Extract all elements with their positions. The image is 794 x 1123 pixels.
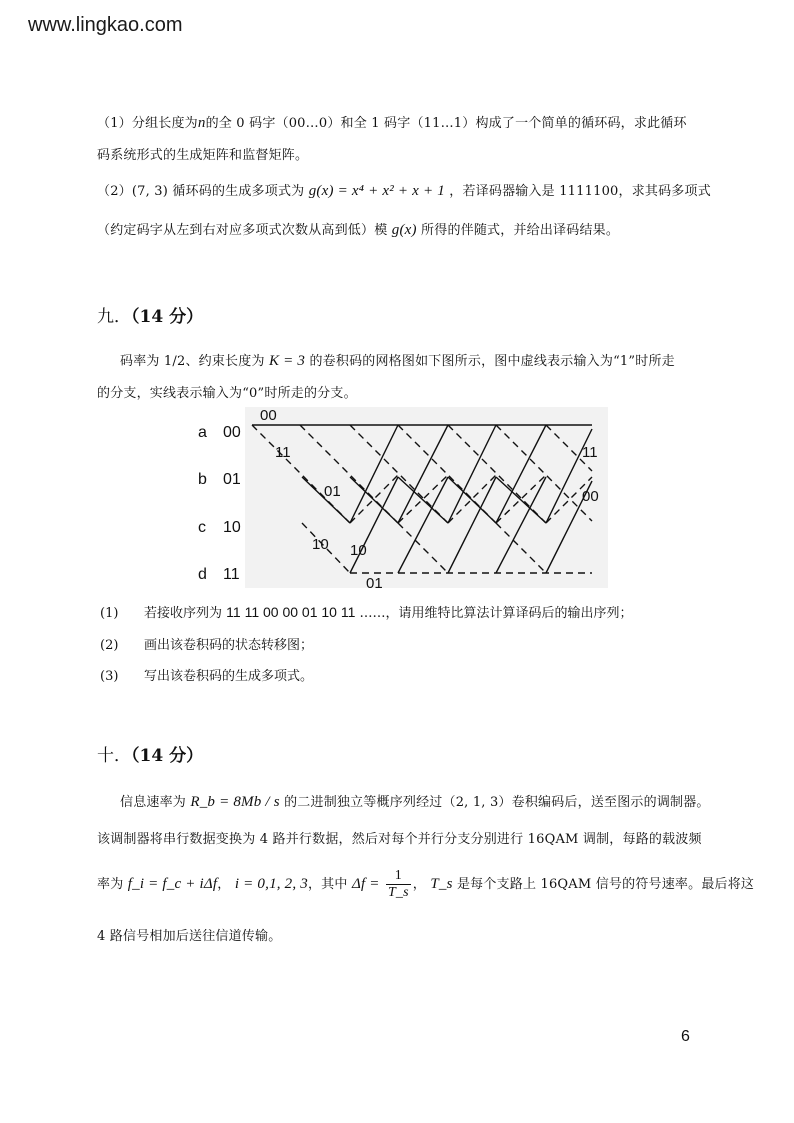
label-10-lower2: 10 — [350, 542, 367, 559]
label-10-lower: 10 — [312, 536, 329, 553]
s10-line3: 率为 f_i = f_c + iΔf， i = 0,1, 2, 3，其中 Δf = $\frac{1}{T\_s}$ ， T_s 是每个支路上 16QAM 信号的符号速率。最后将这 — [97, 868, 755, 900]
s10-line2: 该调制器将串行数据变换为 4 路并行数据，然后对每个并行分支分别进行 16QAM 调制，每路的载波频 — [97, 832, 702, 847]
state-labels — [198, 424, 241, 583]
generator-polynomial: g(x) = x⁴ + x² + x + 1 — [308, 183, 445, 199]
label-11-right: 11 — [582, 444, 598, 461]
section-10-heading: 十．（14 分） — [97, 746, 204, 766]
state-c-name: c — [198, 519, 206, 536]
label-01-middle: 01 — [324, 483, 341, 500]
label-01-bottom: 01 — [366, 575, 383, 590]
s9-question-1: (1) 若接收序列为 11 11 00 00 01 10 11 ……，请用维特比算法计算译码后的输出序列； — [100, 604, 633, 621]
state-c-bits: 10 — [223, 519, 241, 536]
s8-q1-line2: 码系统形式的生成矩阵和监督矩阵。 — [97, 148, 309, 163]
state-b-name: b — [198, 471, 207, 488]
state-a-name: a — [198, 424, 207, 441]
s8-q1-line1: （1）分组长度为n的全 0 码字（00…0）和全 1 码字（11…1）构成了一个简单的循环码，求此循环 — [97, 115, 687, 131]
state-d-name: d — [198, 566, 207, 583]
s10-line1: 信息速率为 R_b = 8Mb / s 的二进制独立等概序列经过（2, 1, 3）卷积编码后，送至图示的调制器。 — [120, 794, 710, 810]
s8-q2-line2: （约定码字从左到右对应多项式次数从高到低）模 g(x) 所得的伴随式，并给出译码结果。 — [97, 222, 620, 238]
label-00-right: 00 — [582, 488, 599, 505]
s9-intro-line2: 的分支，实线表示输入为“0”时所走的分支。 — [97, 386, 357, 401]
s9-question-2: (2) 画出该卷积码的状态转移图； — [100, 638, 314, 653]
site-watermark: www.lingkao.com — [28, 14, 183, 36]
s8-q2-line1: （2）(7, 3) 循环码的生成多项式为 g(x) = x⁴ + x² + x + 1 ，若译码器输入是 1111100，求其码多项式 — [97, 183, 711, 199]
label-11-left: 11 — [275, 444, 291, 461]
s10-line4: 4 路信号相加后送往信道传输。 — [97, 929, 282, 944]
state-d-bits: 11 — [223, 566, 240, 583]
trellis-diagram — [190, 405, 610, 590]
delta-f-fraction: $\frac{1}{T\_s}$ — [387, 868, 409, 900]
label-00-top: 00 — [260, 407, 277, 424]
state-a-bits: 00 — [223, 424, 241, 441]
s9-intro-line1: 码率为 1/2、约束长度为 K = 3 的卷积码的网格图如下图所示，图中虚线表示输入为“1”时所走 — [120, 353, 675, 369]
s9-question-3: (3) 写出该卷积码的生成多项式。 — [100, 669, 314, 684]
state-b-bits: 01 — [223, 471, 241, 488]
section-9-heading: 九．（14 分） — [97, 307, 204, 327]
page-number: 6 — [681, 1028, 690, 1045]
